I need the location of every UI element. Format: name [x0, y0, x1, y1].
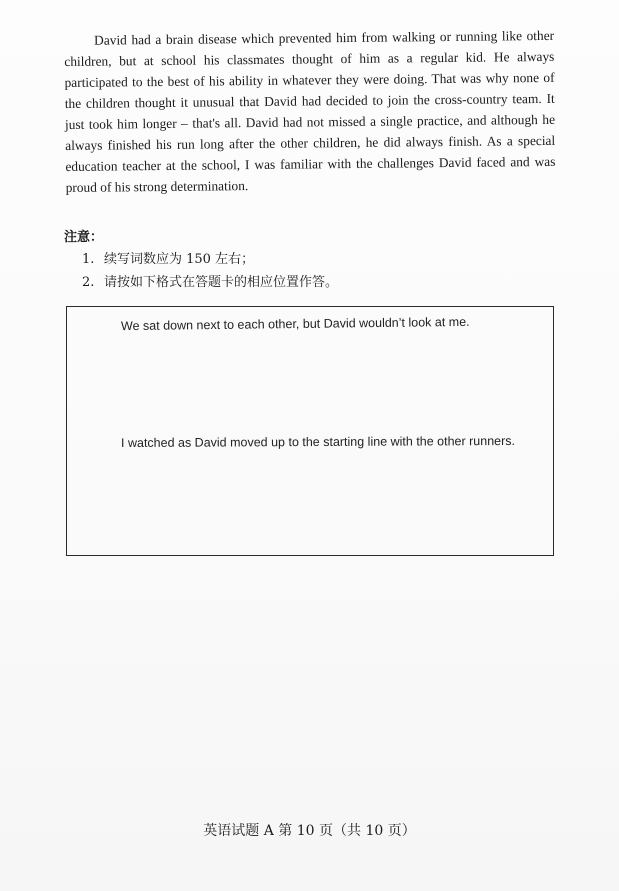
paragraph-1-opening: We sat down next to each other, but David wouldn’t look at me.: [120, 314, 470, 334]
note-number: 2.: [82, 275, 95, 290]
note-item-1: [82, 251, 338, 268]
reading-passage: [64, 25, 556, 198]
note-text: 请按如下格式在答题卡的相应位置作答。: [104, 275, 339, 290]
answer-box: [66, 306, 554, 556]
note-number: 1.: [82, 252, 95, 267]
note-text: 续写词数应为 150 左右；: [104, 252, 255, 267]
note-item-2: [82, 274, 338, 291]
notes-title: 注意：: [64, 230, 104, 245]
passage-paragraph: David had a brain disease which prevented him from walking or running like other children, but at school his classmates thought of him as a regular kid. He always participated to the best of his ability in whatever they were doing. That was why none of the children thought it unusual that David had decided to join the cross-country team. It just took him longer – that's all. David had not missed a single practice, and although he always finished his run long after the other children, he did always finish. As a special education teacher at the school, I was familiar with the challenges David faced and was proud of his strong determination.: [64, 27, 556, 195]
paragraph-2-opening: I watched as David moved up to the starting line with the other runners.: [120, 433, 516, 451]
notes-section: [64, 226, 338, 297]
page-footer: 英语试题 A 第 10 页（共 10 页）: [203, 823, 416, 839]
notes-list: [64, 251, 338, 291]
